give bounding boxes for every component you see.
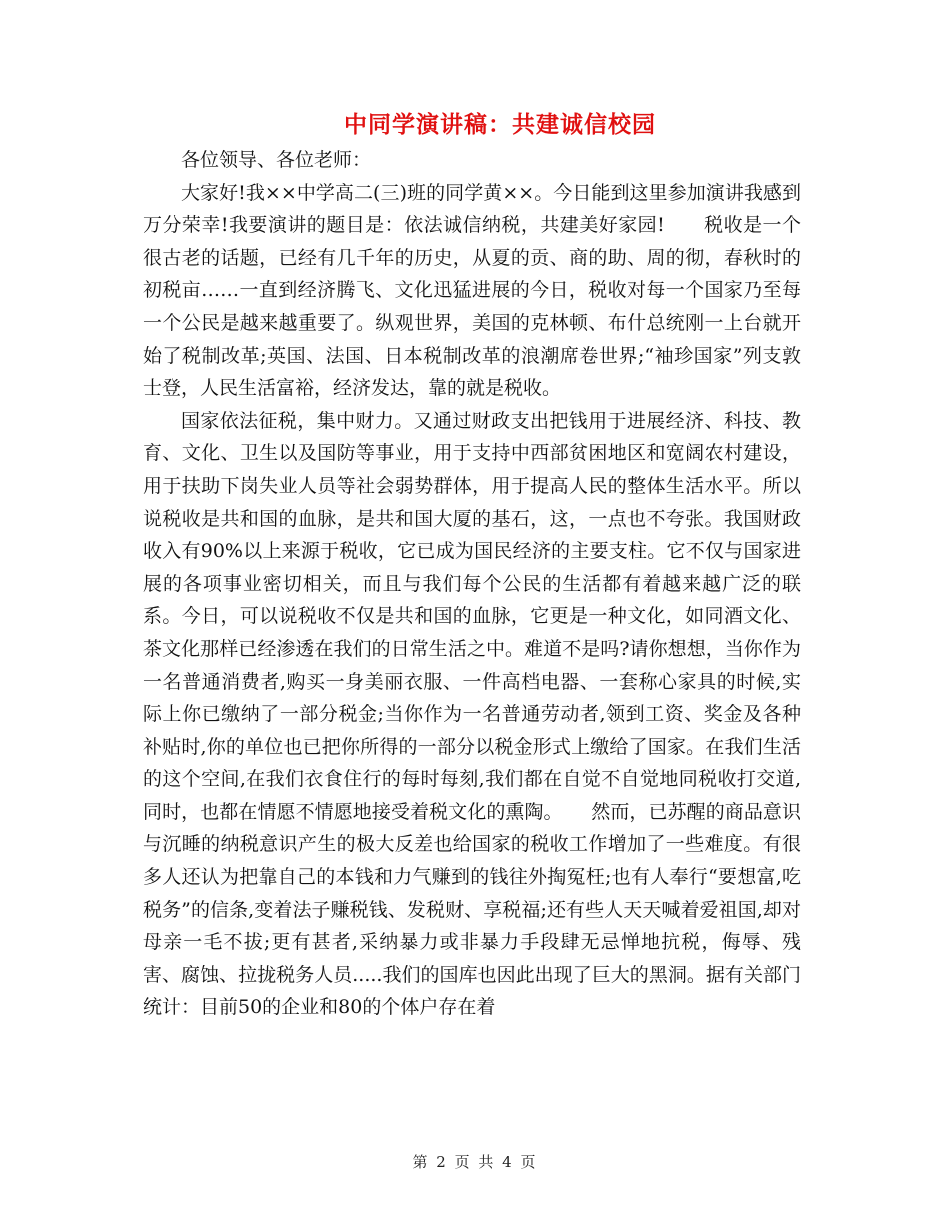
paragraph-intro: 大家好!我××中学高二(三)班的同学黄××。今日能到这里参加演讲我感到万分荣幸!我要演讲的题目是：依法诚信纳税，共建美好家园! 税收是一个很古老的话题，已经有几千年的历史，从夏的贡、商的助、周的彻，春秋时的初税亩……一直到经济腾飞、文化迅猛进展的今日，税收对每一个国家乃至每一个公民是越来越重要了。纵观世界，美国的克林顿、布什总统刚一上台就开始了税制改革;英国、法国、日本税制改革的浪潮席卷世界;“袖珍国家”列支敦士登，人民生活富裕，经济发达，靠的就是税收。 (143, 181, 801, 400)
page-number-footer: 第 2 页 共 4 页 (412, 1153, 538, 1171)
greeting-paragraph: 各位领导、各位老师： (181, 149, 372, 171)
page-title: 中同学演讲稿：共建诚信校园 (344, 111, 656, 138)
paragraph-tax-importance: 国家依法征税，集中财力。又通过财政支出把钱用于进展经济、科技、教育、文化、卫生以及国防等事业，用于支持中西部贫困地区和宽阔农村建设，用于扶助下岗失业人员等社会弱势群体，用于提高人民的整体生活水平。所以说税收是共和国的血脉，是共和国大厦的基石，这，一点也不夸张。我国财政收入有90%以上来源于税收，它已成为国民经济的主要支柱。它不仅与国家进展的各项事业密切相关，而且与我们每个公民的生活都有着越来越广泛的联系。今日，可以说税收不仅是共和国的血脉，它更是一种文化，如同酒文化、茶文化那样已经渗透在我们的日常生活之中。难道不是吗?请你想想，当你作为一名普通消费者,购买一身美丽衣服、一件高档电器、一套称心家具的时候,实际上你已缴纳了一部分税金;当你作为一名普通劳动者,领到工资、奖金及各种补贴时,你的单位也已把你所得的一部分以税金形式上缴给了国家。在我们生活的这个空间,在我们衣食住行的每时每刻,我们都在自觉不自觉地同税收打交道,同时，也都在情愿不情愿地接受着税文化的熏陶。 然而，已苏醒的商品意识与沉睡的纳税意识产生的极大反差也给国家的税收工作增加了一些难度。有很多人还认为把靠自己的本钱和力气赚到的钱往外掏冤枉;也有人奉行“要想富,吃税务”的信条,变着法子赚税钱、发税财、享税福;还有些人天天喊着爱祖国,却对母亲一毛不拔;更有甚者,采纳暴力或非暴力手段肆无忌惮地抗税，侮辱、残害、腐蚀、拉拢税务人员.....我们的国库也因此出现了巨大的黑洞。据有关部门统计：目前50的企业和80的个体户存在着 (143, 409, 801, 1019)
body-text (143, 144, 801, 1024)
